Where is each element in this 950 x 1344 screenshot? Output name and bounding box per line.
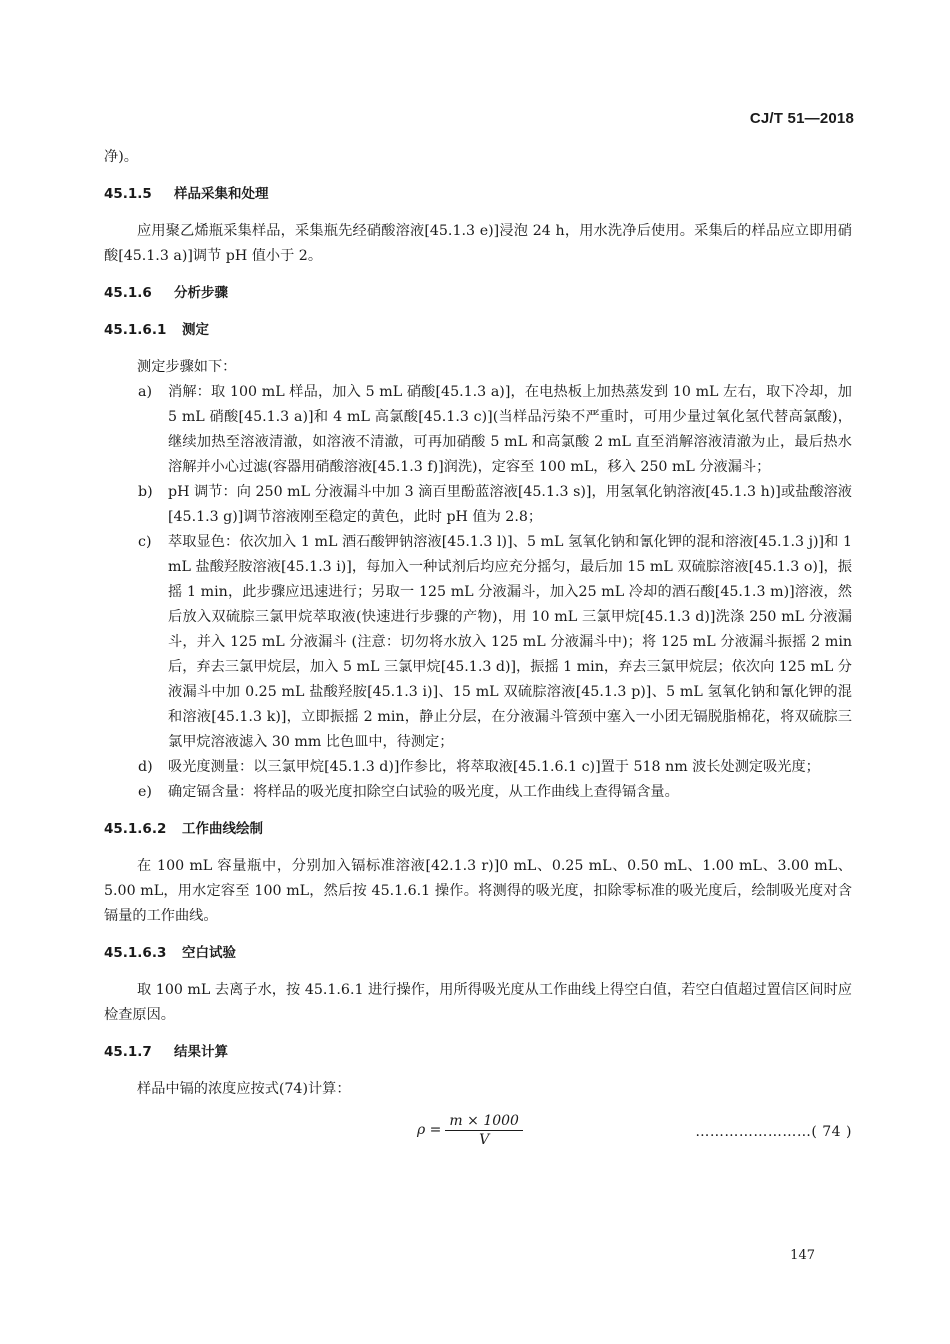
section-number: 45.1.6 bbox=[104, 285, 152, 301]
section-heading-45-1-6 bbox=[104, 281, 852, 306]
section-title: 样品采集和处理 bbox=[174, 186, 269, 202]
section-number: 45.1.5 bbox=[104, 186, 152, 202]
section-number: 45.1.7 bbox=[104, 1044, 152, 1060]
continuation-text: 净)。 bbox=[104, 149, 138, 165]
page-content bbox=[104, 145, 852, 1152]
section-number: 45.1.6.3 bbox=[104, 945, 167, 961]
formula-intro: 样品中镉的浓度应按式(74)计算： bbox=[137, 1081, 351, 1097]
list-marker: e) bbox=[138, 784, 152, 800]
list-item bbox=[104, 380, 852, 480]
list-item bbox=[104, 530, 852, 755]
formula-fraction bbox=[445, 1112, 523, 1149]
section-title: 工作曲线绘制 bbox=[182, 821, 263, 837]
list-marker: d) bbox=[138, 759, 153, 775]
section-number: 45.1.6.1 bbox=[104, 322, 167, 338]
section-heading-45-1-6-1 bbox=[104, 318, 852, 343]
list-item-text: 吸光度测量：以三氯甲烷[45.1.3 d)]作参比，将萃取液[45.1.6.1 c)]置于 518 nm 波长处测定吸光度； bbox=[168, 759, 820, 775]
list-item bbox=[104, 755, 852, 780]
formula-denominator: V bbox=[479, 1132, 490, 1148]
concentration-formula bbox=[417, 1112, 523, 1149]
equation-number bbox=[695, 1120, 852, 1145]
list-marker: a) bbox=[138, 384, 152, 400]
paragraph-blank-test: 取 100 mL 去离子水，按 45.1.6.1 进行操作，用所得吸光度从工作曲线上得空白值，若空白值超过置信区间时应检查原因。 bbox=[104, 982, 852, 1023]
section-title: 空白试验 bbox=[182, 945, 236, 961]
list-marker: b) bbox=[138, 484, 153, 500]
steps-intro: 测定步骤如下： bbox=[137, 359, 237, 375]
paragraph-sampling: 应用聚乙烯瓶采集样品，采集瓶先经硝酸溶液[45.1.3 e)]浸泡 24 h，用水洗净后使用。采集后的样品应立即用硝酸[45.1.3 a)]调节 pH 值小于 2。 bbox=[104, 223, 852, 264]
section-title: 分析步骤 bbox=[174, 285, 228, 301]
list-item bbox=[104, 480, 852, 530]
section-title: 结果计算 bbox=[174, 1044, 228, 1060]
list-item bbox=[104, 780, 852, 805]
section-heading-45-1-5 bbox=[104, 182, 852, 207]
section-heading-45-1-6-3 bbox=[104, 941, 852, 966]
formula-numerator: m × 1000 bbox=[445, 1112, 523, 1131]
formula-row bbox=[104, 1112, 852, 1152]
standard-code: CJ/T 51—2018 bbox=[749, 110, 854, 127]
equation-number-text: ( 74 ) bbox=[811, 1124, 852, 1140]
section-heading-45-1-7 bbox=[104, 1040, 852, 1065]
equation-leader-dots: …………………… bbox=[695, 1124, 812, 1140]
list-item-text: pH 调节：向 250 mL 分液漏斗中加 3 滴百里酚蓝溶液[45.1.3 s)]，用氢氧化钠溶液[45.1.3 h)]或盐酸溶液[45.1.3 g)]调节溶液刚至稳定的黄色，此时 pH 值为 2.8； bbox=[168, 484, 852, 525]
section-title: 测定 bbox=[182, 322, 209, 338]
paragraph-calibration-curve: 在 100 mL 容量瓶中，分别加入镉标准溶液[42.1.3 r)]0 mL、0.25 mL、0.50 mL、1.00 mL、3.00 mL、5.00 mL，用水定容至 100 mL，然后按 45.1.6.1 操作。将测得的吸光度，扣除零标准的吸光度后，绘制吸光度对含镉量的工作曲线。 bbox=[104, 858, 852, 924]
section-heading-45-1-6-2 bbox=[104, 817, 852, 842]
list-marker: c) bbox=[138, 534, 152, 550]
list-item-text: 萃取显色：依次加入 1 mL 酒石酸钾钠溶液[45.1.3 l)]、5 mL 氢氧化钠和氰化钾的混和溶液[45.1.3 j)]和 1 mL 盐酸羟胺溶液[45.1.3 i)]，每加入一种试剂后均应充分摇匀，最后加 15 mL 双硫腙溶液[45.1.3 o)]，振摇 1 min，此步骤应迅速进行；另取一 125 mL 分液漏斗，加入25 mL 冷却的酒石酸[45.1.3 m)]溶液，然后放入双硫腙三氯甲烷萃取液(快速进行步骤的产物)，用 10 mL 三氯甲烷[45.1.3 d)]洗涤 250 mL 分液漏斗，并入 125 mL 分液漏斗 (注意：切勿将水放入 125 mL 分液漏斗中)；将 125 mL 分液漏斗振摇 2 min 后，弃去三氯甲烷层，加入 5 mL 三氯甲烷[45.1.3 d)]，振摇 1 min，弃去三氯甲烷层；依次向 125 mL 分液漏斗中加 0.25 mL 盐酸羟胺[45.1.3 i)]、15 mL 双硫腙溶液[45.1.3 p)]、5 mL 氢氧化钠和氰化钾的混和溶液[45.1.3 k)]，立即振摇 2 min，静止分层，在分液漏斗管颈中塞入一小团无镉脱脂棉花，将双硫腙三氯甲烷溶液滤入 30 mm 比色皿中，待测定； bbox=[168, 534, 852, 750]
procedure-steps-list bbox=[104, 380, 852, 805]
formula-lhs: ρ = bbox=[417, 1122, 442, 1138]
section-number: 45.1.6.2 bbox=[104, 821, 167, 837]
list-item-text: 消解：取 100 mL 样品，加入 5 mL 硝酸[45.1.3 a)]，在电热板上加热蒸发到 10 mL 左右，取下冷却，加 5 mL 硝酸[45.1.3 a)]和 4 mL 高氯酸[45.1.3 c)](当样品污染不严重时，可用少量过氧化氢代替高氯酸)，继续加热至溶液清澈，如溶液不清澈，可再加硝酸 5 mL 和高氯酸 2 mL 直至消解溶液清澈为止，最后热水溶解并小心过滤(容器用硝酸溶液[45.1.3 f)]润洗)，定容至 100 mL，移入 250 mL 分液漏斗； bbox=[168, 384, 852, 475]
page-number: 147 bbox=[790, 1248, 815, 1263]
list-item-text: 确定镉含量：将样品的吸光度扣除空白试验的吸光度，从工作曲线上查得镉含量。 bbox=[168, 784, 679, 800]
